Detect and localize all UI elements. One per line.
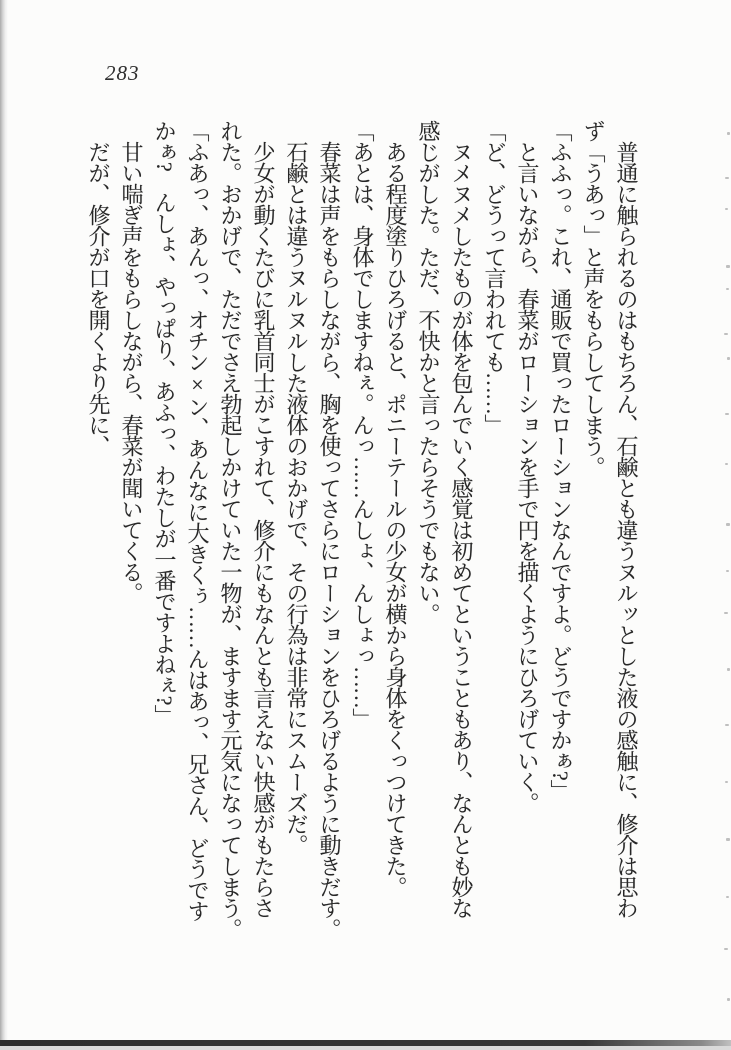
text-line-16: 甘い喘ぎ声をもらしながら、春菜が聞いてくる。 [119,120,144,603]
text-line-7: 感じがした。ただ、不快かと言ったらそうでもない。 [416,120,441,624]
scan-speck [724,948,728,950]
text-line-8: ある程度塗りひろげると、ポニーテールの少女が横から身体をくっつけてきた。 [383,120,408,897]
text-line-5: 「ど、どうって言われても……」 [482,120,507,435]
text-line-10: 春菜は声をもらしながら、胸を使ってさらにローションをひろげるように動きだす。 [317,120,342,939]
scan-speck [726,523,730,526]
scan-speck [725,781,728,783]
scan-speck [726,570,729,572]
scan-speck [726,288,729,290]
scan-speck [726,265,730,268]
text-line-4: と言いながら、春菜がローションを手で円を描くようにひろげていく。 [515,120,540,813]
scan-speck [725,463,728,465]
scan-speck [727,668,730,671]
scan-speck [725,724,729,726]
text-line-12: 少女が動くたびに乳首同士がこすれて、修介にもなんとも言えない快感がもたらさ [251,120,276,918]
text-line-9: 「あとは、身体でしますねぇ。んっ……んしょ、んしょっ……」 [350,120,375,729]
text-line-11: 石鹸とは違うヌルヌルした液体のおかげで、その行為は非常にスムーズだ。 [284,120,309,855]
scan-speck [724,612,728,614]
text-line-2: ず「うあっ」と声をもらしてしまう。 [581,120,606,477]
text-line-17: だが、修介が口を開くより先に、 [86,120,111,456]
text-block [82,120,643,939]
scan-speck [727,998,730,1001]
scan-speck [726,896,729,898]
scan-speck [724,333,728,335]
scan-edge-left [0,0,8,1050]
text-line-3: 「ふふっ。これ、通販で買ったローションなんですよ。どうですかぁ?」 [548,120,573,801]
scan-speck [727,357,730,360]
text-line-13: れた。おかげで、ただでさえ勃起しかけていた一物が、ますます元気になってしまう。 [218,120,243,939]
text-line-6: ヌメヌメしたものが体を包んでいく感覚は初めてということもあり、なんとも妙な [449,120,474,918]
scan-speck [725,208,728,210]
scan-speck [725,413,729,415]
text-line-15: かぁ? んしょ、やっぱり、あふっ、わたしが一番ですよねぇ?」 [152,120,177,726]
page-number: 283 [105,61,140,85]
scan-speck [727,132,730,135]
scan-speck [725,177,729,179]
scan-speck [726,838,730,841]
scan-edge-bottom-shadow [0,1046,731,1050]
text-line-1: 普通に触られるのはもちろん、石鹸とも違うヌルッとした液の感触に、修介は思わ [614,120,639,918]
text-line-14: 「ふあっ、あんっ、オチン×ン、あんなに大きくぅ……んはあっ、兄さん、どうです [185,120,210,921]
